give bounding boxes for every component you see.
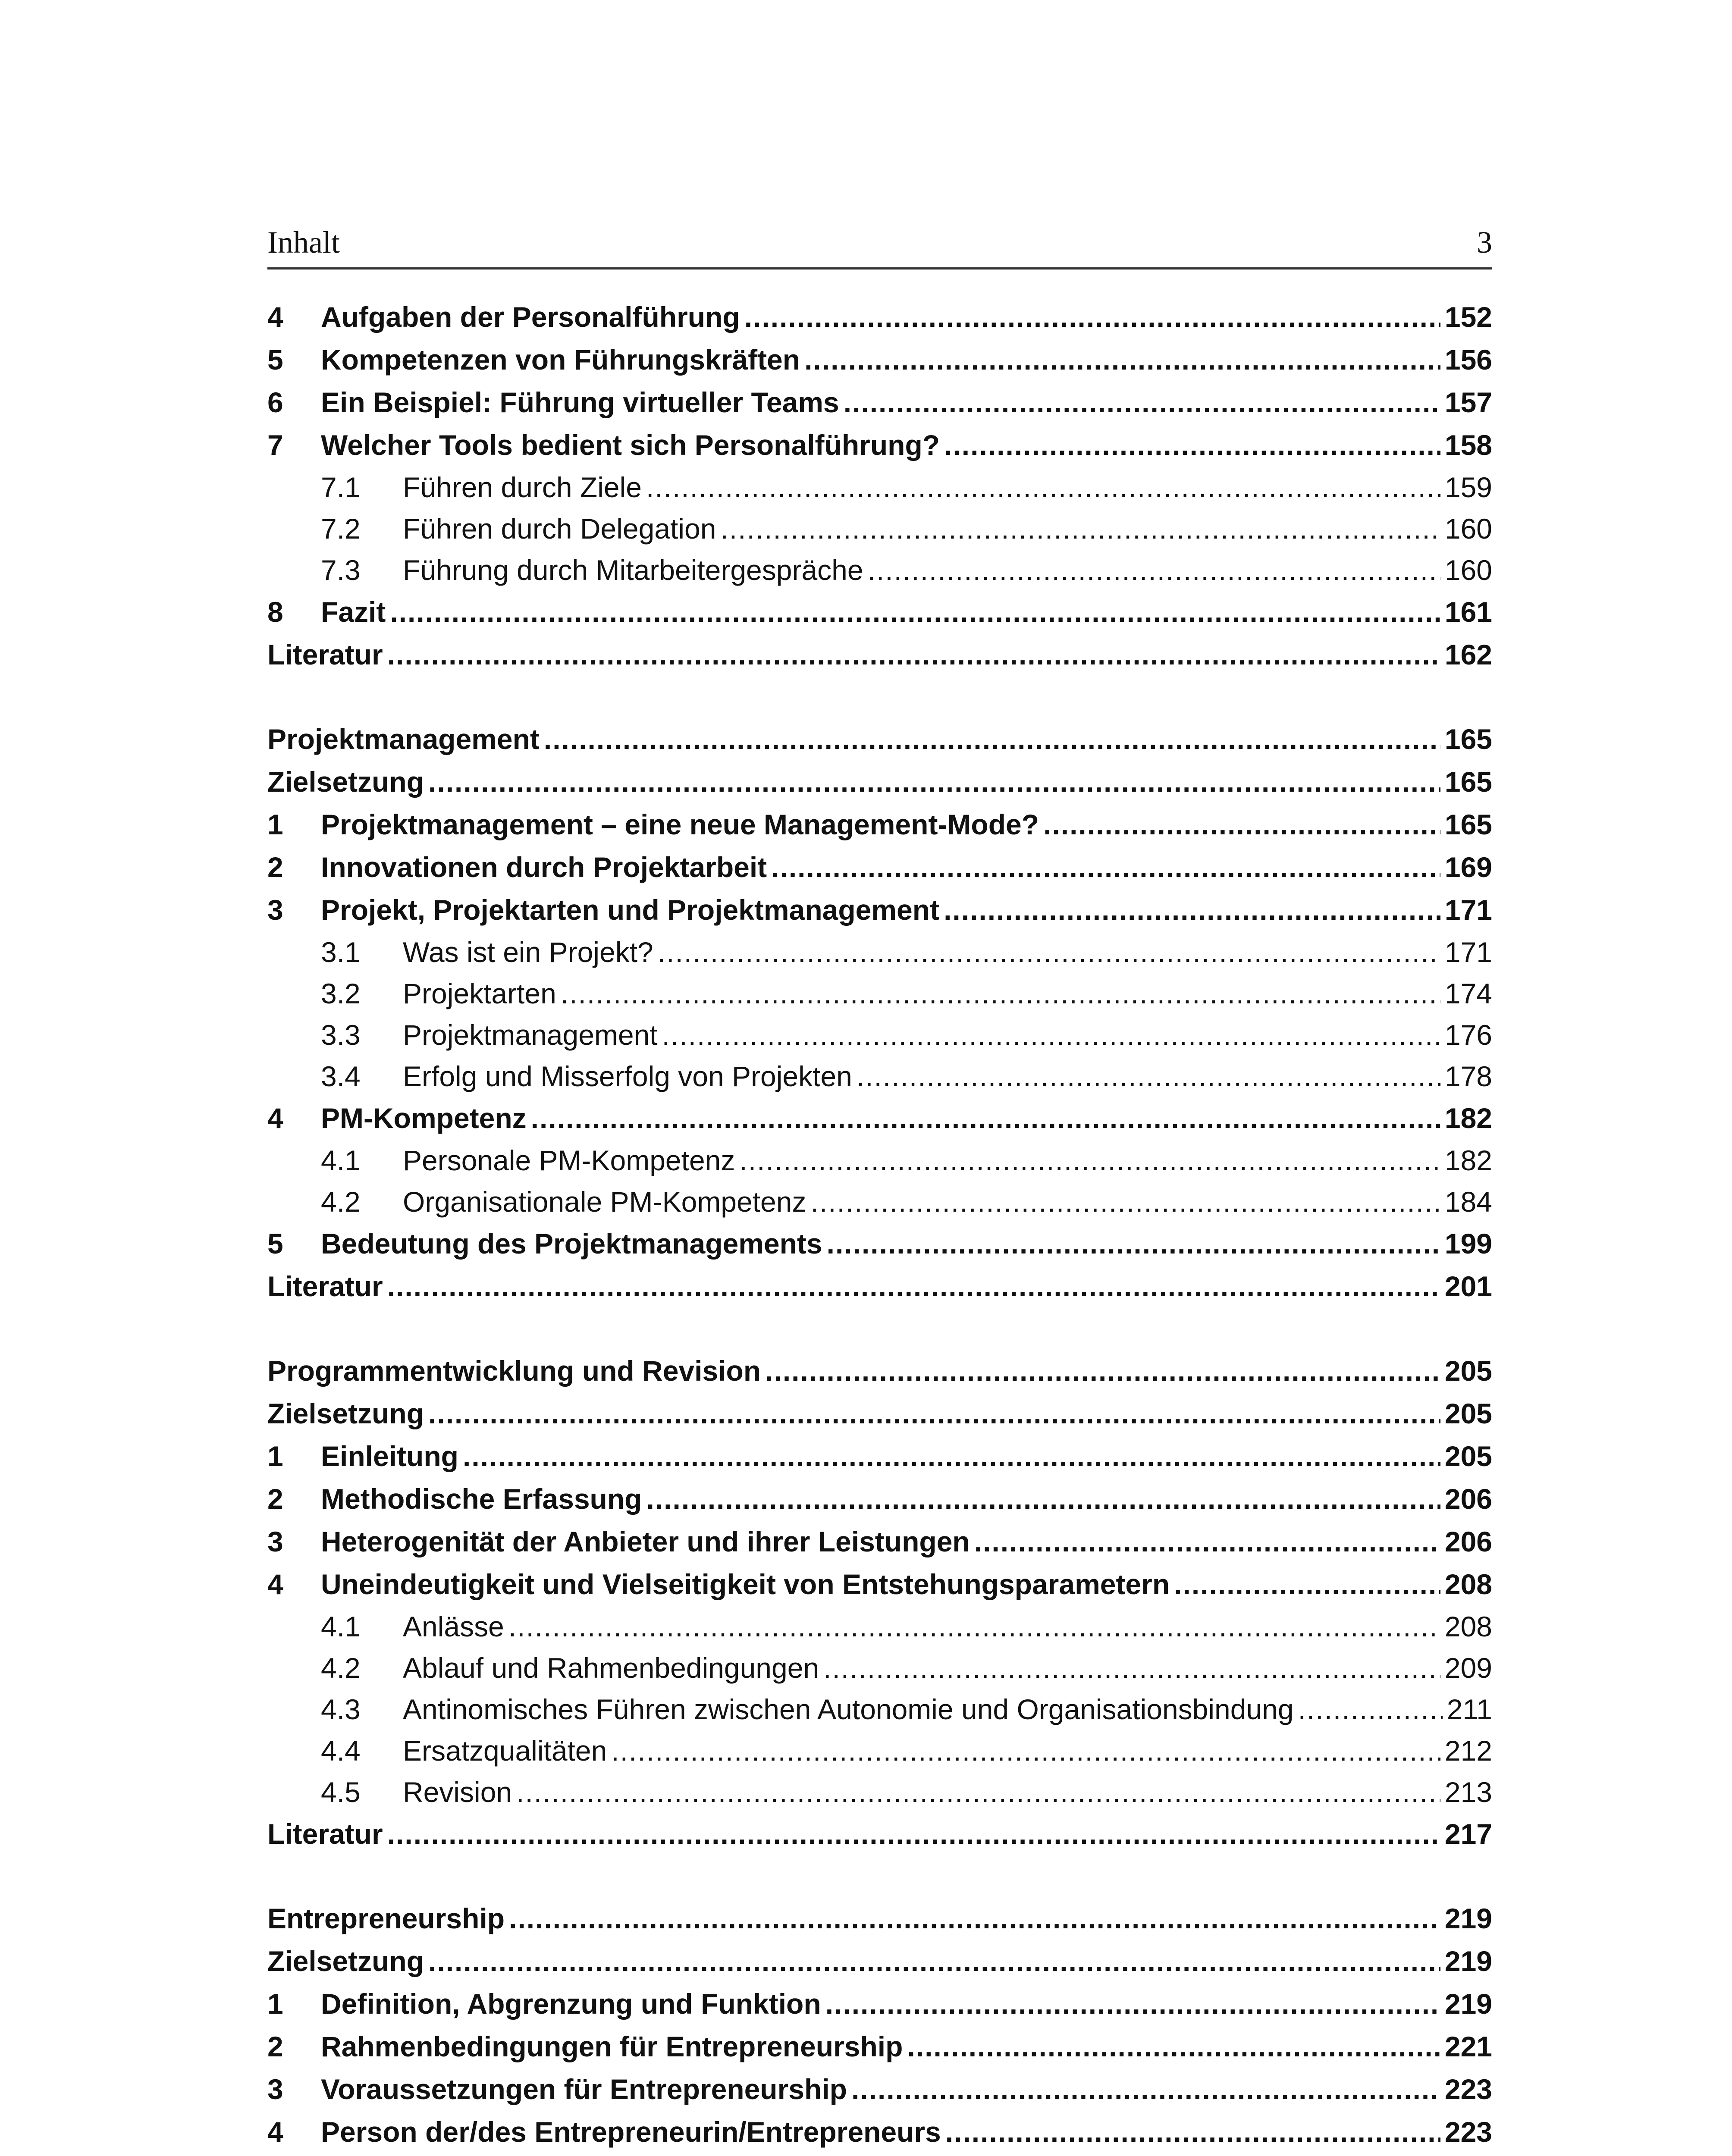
toc-entry-number: 2	[267, 851, 283, 883]
toc-dot-leader	[765, 1350, 1440, 1392]
toc-dot-leader	[531, 1097, 1440, 1140]
toc-dot-leader	[827, 1222, 1440, 1265]
toc-entry-title: Erfolg und Misserfolg von Projekten	[403, 1060, 852, 1092]
toc-entry-page: 208	[1444, 1568, 1492, 1600]
toc-dot-leader	[945, 2111, 1440, 2153]
toc-entry-title: Was ist ein Projekt?	[403, 936, 653, 968]
toc-entry-number: 3.4	[321, 1060, 361, 1092]
toc-entry-section[interactable]	[267, 1056, 1492, 1097]
toc-dot-leader	[810, 1181, 1440, 1222]
toc-group-gap	[267, 1855, 1492, 1897]
toc-entry-chapter[interactable]	[267, 761, 1492, 803]
toc-entry-title: Voraussetzungen für Entrepreneurship	[321, 2073, 847, 2105]
toc-entry-chapter[interactable]	[267, 1983, 1492, 2025]
toc-dot-leader	[646, 1478, 1440, 1520]
toc-dot-leader	[944, 889, 1440, 931]
toc-entry-chapter[interactable]	[267, 1813, 1492, 1855]
toc-entry-title: Führen durch Delegation	[403, 513, 716, 545]
toc-entry-title: PM-Kompetenz	[321, 1102, 527, 1134]
toc-entry-page: 199	[1444, 1228, 1492, 1260]
toc-entry-number: 7.3	[321, 554, 361, 586]
toc-entry-page: 208	[1444, 1611, 1492, 1642]
toc-dot-leader	[944, 424, 1440, 467]
toc-entry-page: 157	[1444, 386, 1492, 418]
toc-entry-chapter[interactable]	[267, 1435, 1492, 1478]
toc-dot-leader	[1268, 2153, 1440, 2156]
toc-entry-section[interactable]	[267, 467, 1492, 508]
toc-dot-leader	[428, 1940, 1440, 1983]
toc-entry-page: 205	[1444, 1398, 1492, 1429]
toc-entry-number: 4.5	[321, 1776, 361, 1808]
toc-entry-number: 4.2	[321, 1186, 361, 1218]
toc-entry-title: Projekt, Projektarten und Projektmanagement	[321, 894, 940, 926]
toc-entry-chapter[interactable]	[267, 2068, 1492, 2111]
toc-entry-title: Literatur	[267, 639, 383, 671]
toc-entry-page: 223	[1444, 2073, 1492, 2105]
toc-dot-leader	[857, 1056, 1440, 1097]
toc-entry-title: Antinomisches Führen zwischen Autonomie und Organisationsbindung	[403, 1693, 1294, 1725]
toc-entry-page: 212	[1444, 1735, 1492, 1767]
toc-dot-leader	[823, 1647, 1440, 1689]
toc-entry-number: 1	[267, 1440, 283, 1472]
toc-entry-chapter[interactable]	[267, 296, 1492, 338]
toc-dot-leader	[658, 931, 1440, 973]
toc-entry-chapter[interactable]	[267, 381, 1492, 424]
toc-entry-title: Innovationen durch Projektarbeit	[321, 851, 767, 883]
toc-entry-page: 162	[1444, 639, 1492, 671]
toc-entry-chapter[interactable]	[267, 718, 1492, 761]
toc-entry-chapter[interactable]	[267, 1222, 1492, 1265]
toc-entry-title: Führung durch Mitarbeitergespräche	[403, 554, 863, 586]
toc-entry-page: 219	[1444, 1988, 1492, 2020]
toc-dot-leader	[611, 1730, 1440, 1771]
table-of-contents	[267, 296, 1492, 2156]
toc-entry-number: 2	[267, 2031, 283, 2062]
toc-dot-leader	[868, 549, 1440, 591]
toc-entry-number: 4.1	[321, 1611, 361, 1642]
toc-entry-page: 160	[1444, 554, 1492, 586]
toc-entry-title: Personale PM-Kompetenz	[403, 1144, 735, 1176]
toc-dot-leader	[544, 718, 1440, 761]
toc-entry-chapter[interactable]	[267, 1350, 1492, 1392]
toc-entry-page: 182	[1444, 1144, 1492, 1176]
toc-entry-number: 7.2	[321, 513, 361, 545]
toc-entry-section[interactable]	[267, 1647, 1492, 1689]
toc-entry-chapter[interactable]	[267, 633, 1492, 676]
toc-entry-chapter[interactable]	[267, 424, 1492, 467]
toc-entry-page: 158	[1444, 429, 1492, 461]
toc-entry-page: 211	[1446, 1693, 1492, 1725]
toc-entry-page: 205	[1444, 1440, 1492, 1472]
toc-entry-section[interactable]	[267, 1771, 1492, 1813]
toc-entry-section[interactable]	[267, 1689, 1492, 1730]
toc-entry-title: Definition, Abgrenzung und Funktion	[321, 1988, 821, 2020]
toc-dot-leader	[825, 1983, 1440, 2025]
toc-entry-title: Ersatzqualitäten	[403, 1735, 607, 1767]
toc-entry-number: 4.1	[321, 1144, 361, 1176]
toc-dot-leader	[561, 973, 1440, 1014]
toc-entry-title: Literatur	[267, 1270, 383, 1302]
toc-entry-chapter[interactable]	[267, 889, 1492, 931]
toc-entry-number: 3.3	[321, 1019, 361, 1051]
toc-entry-page: 169	[1444, 851, 1492, 883]
toc-entry-page: 223	[1444, 2116, 1492, 2148]
toc-entry-title: Rahmenbedingungen für Entrepreneurship	[321, 2031, 903, 2062]
toc-entry-title: Anlässe	[403, 1611, 504, 1642]
running-header	[267, 218, 1492, 270]
toc-dot-leader	[428, 1392, 1440, 1435]
toc-entry-page	[1445, 2153, 1492, 2156]
toc-entry-chapter[interactable]	[267, 1563, 1492, 1606]
toc-entry-page: 219	[1444, 1945, 1492, 1977]
toc-entry-title: Aufgaben der Personalführung	[321, 301, 740, 333]
toc-entry-page: 205	[1444, 1355, 1492, 1387]
toc-entry-section[interactable]	[267, 508, 1492, 549]
toc-dot-leader	[508, 1606, 1440, 1647]
toc-entry-section[interactable]	[267, 973, 1492, 1014]
toc-dot-leader	[974, 1520, 1440, 1563]
toc-entry-chapter[interactable]	[267, 803, 1492, 846]
toc-entry-page: 174	[1444, 978, 1492, 1009]
toc-entry-number: 4	[267, 1102, 283, 1134]
toc-entry-title: Heterogenität der Anbieter und ihrer Leistungen	[321, 1526, 970, 1557]
toc-entry-title	[321, 2153, 1264, 2156]
toc-dot-leader	[387, 1265, 1440, 1308]
toc-dot-leader	[646, 467, 1440, 508]
toc-dot-leader	[844, 381, 1440, 424]
toc-entry-page: 159	[1444, 471, 1492, 503]
toc-entry-chapter[interactable]	[267, 1392, 1492, 1435]
toc-entry-chapter[interactable]	[267, 2025, 1492, 2068]
toc-entry-title: Programmentwicklung und Revision	[267, 1355, 761, 1387]
toc-entry-number: 4.2	[321, 1652, 361, 1684]
toc-entry-page: 219	[1444, 1902, 1492, 1934]
toc-entry-number: 5	[267, 1228, 283, 1260]
toc-entry-title: Zielsetzung	[267, 1945, 424, 1977]
toc-entry-number: 4.4	[321, 1735, 361, 1767]
toc-entry-chapter[interactable]	[267, 846, 1492, 889]
toc-entry-title: Einleitung	[321, 1440, 458, 1472]
toc-entry-title: Person der/des Entrepreneurin/Entrepreneurs	[321, 2116, 941, 2148]
toc-entry-title: Projektmanagement	[403, 1019, 658, 1051]
toc-entry-number: 7	[267, 429, 283, 461]
toc-dot-leader	[1043, 803, 1440, 846]
toc-entry-page: 171	[1444, 936, 1492, 968]
toc-entry-chapter[interactable]	[267, 338, 1492, 381]
toc-entry-page: 160	[1444, 513, 1492, 545]
toc-entry-title: Projektarten	[403, 978, 556, 1009]
toc-dot-leader	[1298, 1689, 1443, 1730]
toc-entry-page: 213	[1444, 1776, 1492, 1808]
toc-entry-page: 152	[1444, 301, 1492, 333]
toc-entry-number: 4	[267, 1568, 283, 1600]
toc-entry-page: 201	[1444, 1270, 1492, 1302]
toc-entry-chapter[interactable]	[267, 2153, 1492, 2156]
toc-entry-number: 1	[267, 808, 283, 840]
toc-dot-leader	[744, 296, 1440, 338]
toc-entry-number: 3	[267, 1526, 283, 1557]
toc-entry-chapter[interactable]	[267, 2111, 1492, 2153]
toc-entry-page: 161	[1444, 596, 1492, 628]
toc-dot-leader	[390, 591, 1440, 633]
toc-entry-title: Projektmanagement	[267, 723, 540, 755]
toc-entry-page: 182	[1444, 1102, 1492, 1134]
toc-entry-chapter[interactable]	[267, 1897, 1492, 1940]
toc-entry-section[interactable]	[267, 1181, 1492, 1222]
toc-entry-number: 3	[267, 894, 283, 926]
toc-entry-title: Fazit	[321, 596, 386, 628]
toc-entry-number: 3.1	[321, 936, 361, 968]
toc-entry-number: 6	[267, 386, 283, 418]
toc-dot-leader	[1174, 1563, 1440, 1606]
toc-entry-title: Revision	[403, 1776, 512, 1808]
toc-entry-page: 178	[1444, 1060, 1492, 1092]
toc-entry-section[interactable]	[267, 549, 1492, 591]
toc-entry-number: 2	[267, 1483, 283, 1515]
toc-entry-title: Literatur	[267, 1818, 383, 1850]
section-title: Inhalt	[267, 225, 340, 260]
toc-entry-title: Kompetenzen von Führungskräften	[321, 344, 800, 376]
toc-dot-leader	[662, 1014, 1440, 1056]
toc-entry-title: Bedeutung des Projektmanagements	[321, 1228, 822, 1260]
toc-entry-title: Methodische Erfassung	[321, 1483, 642, 1515]
toc-dot-leader	[804, 338, 1440, 381]
toc-entry-number: 4.3	[321, 1693, 361, 1725]
toc-entry-title: Organisationale PM-Kompetenz	[403, 1186, 806, 1218]
toc-dot-leader	[739, 1140, 1440, 1181]
toc-entry-section[interactable]	[267, 931, 1492, 973]
toc-group-gap	[267, 1308, 1492, 1350]
toc-entry-chapter[interactable]	[267, 1265, 1492, 1308]
toc-entry-page: 217	[1444, 1818, 1492, 1850]
toc-entry-section[interactable]	[267, 1014, 1492, 1056]
toc-entry-number: 5	[267, 344, 283, 376]
toc-entry-chapter[interactable]	[267, 591, 1492, 633]
toc-entry-section[interactable]	[267, 1730, 1492, 1771]
toc-entry-page: 156	[1444, 344, 1492, 376]
toc-entry-page: 206	[1444, 1526, 1492, 1557]
toc-dot-leader	[907, 2025, 1440, 2068]
toc-dot-leader	[463, 1435, 1440, 1478]
toc-entry-title: Zielsetzung	[267, 1398, 424, 1429]
toc-entry-page: 184	[1444, 1186, 1492, 1218]
toc-dot-leader	[516, 1771, 1440, 1813]
toc-entry-title: Projektmanagement – eine neue Management-Mode?	[321, 808, 1039, 840]
toc-entry-page: 206	[1444, 1483, 1492, 1515]
toc-entry-title: Uneindeutigkeit und Vielseitigkeit von Entstehungsparametern	[321, 1568, 1170, 1600]
toc-dot-leader	[387, 633, 1440, 676]
page-number: 3	[1477, 225, 1492, 260]
toc-entry-page: 176	[1444, 1019, 1492, 1051]
toc-entry-chapter[interactable]	[267, 1097, 1492, 1140]
toc-entry-chapter[interactable]	[267, 1940, 1492, 1983]
toc-dot-leader	[387, 1813, 1440, 1855]
toc-dot-leader	[720, 508, 1440, 549]
toc-dot-leader	[771, 846, 1440, 889]
toc-entry-title: Zielsetzung	[267, 766, 424, 798]
toc-group-gap	[267, 676, 1492, 718]
toc-entry-page: 165	[1444, 766, 1492, 798]
toc-entry-chapter[interactable]	[267, 1520, 1492, 1563]
toc-entry-number: 4	[267, 301, 283, 333]
toc-entry-number	[267, 2153, 321, 2156]
toc-entry-title: Ablauf und Rahmenbedingungen	[403, 1652, 819, 1684]
toc-entry-number: 3	[267, 2073, 283, 2105]
toc-entry-page: 221	[1444, 2031, 1492, 2062]
toc-entry-number: 3.2	[321, 978, 361, 1009]
toc-dot-leader	[428, 761, 1440, 803]
toc-entry-page: 171	[1444, 894, 1492, 926]
toc-entry-number: 7.1	[321, 471, 361, 503]
toc-entry-page: 165	[1444, 808, 1492, 840]
toc-entry-number: 8	[267, 596, 283, 628]
toc-entry-title: Ein Beispiel: Führung virtueller Teams	[321, 386, 839, 418]
toc-dot-leader	[851, 2068, 1440, 2111]
toc-entry-title: Entrepreneurship	[267, 1902, 505, 1934]
toc-entry-number: 1	[267, 1988, 283, 2020]
toc-entry-chapter[interactable]	[267, 1478, 1492, 1520]
toc-entry-page: 165	[1444, 723, 1492, 755]
toc-entry-title: Welcher Tools bedient sich Personalführung?	[321, 429, 940, 461]
toc-entry-section[interactable]	[267, 1140, 1492, 1181]
toc-entry-page: 209	[1444, 1652, 1492, 1684]
toc-entry-title: Führen durch Ziele	[403, 471, 642, 503]
toc-dot-leader	[509, 1897, 1440, 1940]
toc-entry-section[interactable]	[267, 1606, 1492, 1647]
toc-entry-number: 4	[267, 2116, 283, 2148]
